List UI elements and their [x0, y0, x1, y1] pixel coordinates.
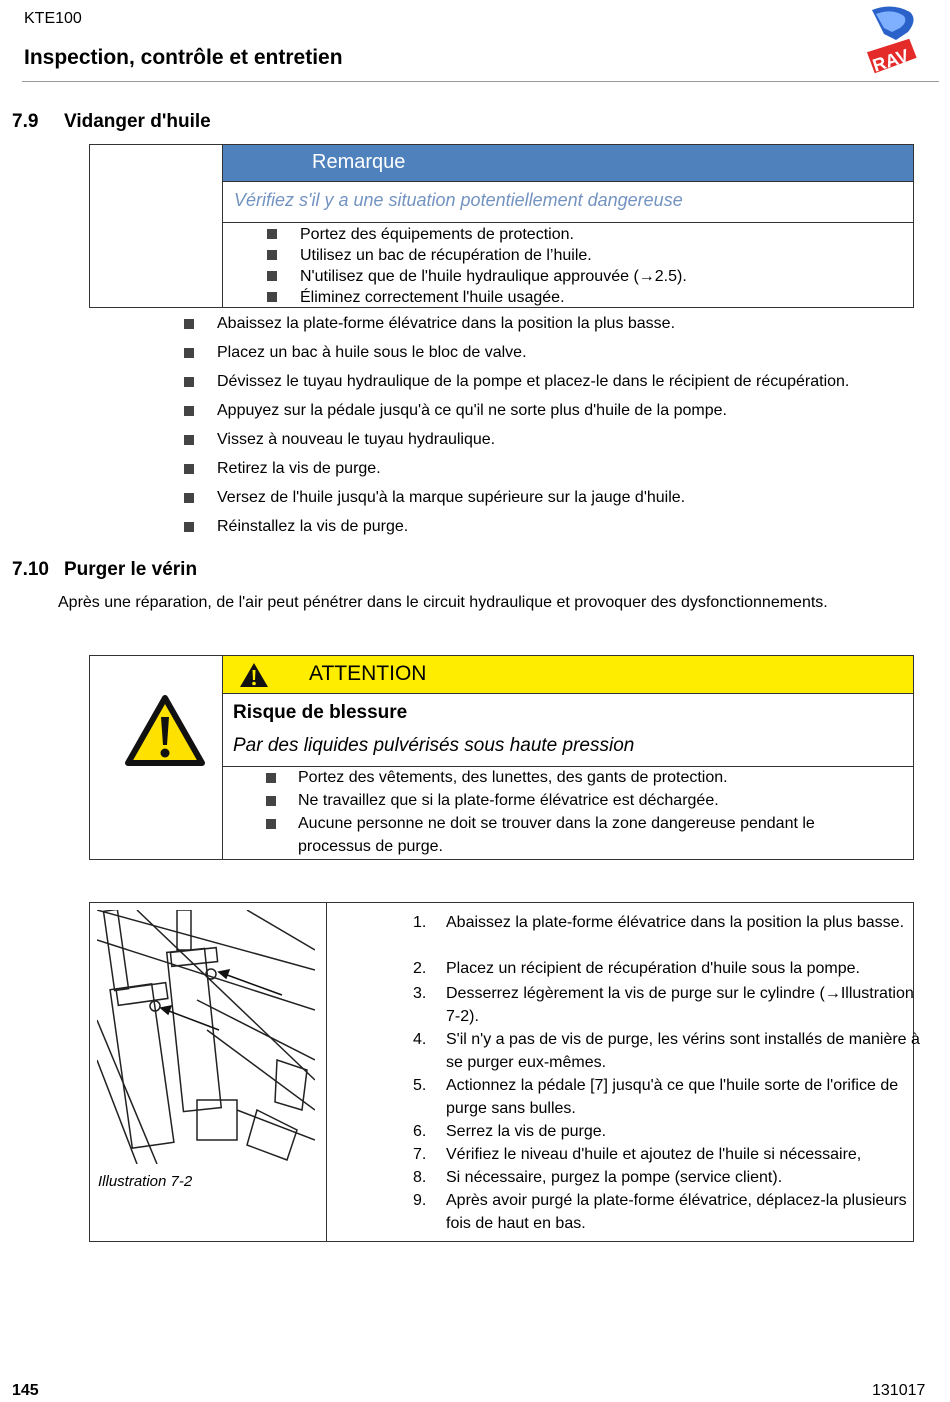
bullet-square-icon: [267, 250, 277, 260]
warning-divider: [223, 766, 913, 767]
warning-icon-cell: [89, 655, 223, 860]
bullet-square-icon: [266, 773, 276, 783]
list-item: 3. Desserrez légèrement la vis de purge sur le cylindre (→Illustration 7-2).: [413, 985, 914, 1025]
bullet-square-icon: [266, 819, 276, 829]
header-divider: [22, 81, 939, 82]
bullet-square-icon: [184, 493, 194, 503]
note-subheading: Vérifiez s'il y a une situation potentiellement dangereuse: [234, 190, 683, 210]
note-divider: [223, 222, 913, 223]
illustration-caption: Illustration 7-2: [98, 1173, 193, 1190]
section-title: Vidanger d'huile: [64, 111, 211, 132]
section-intro: Après une réparation, de l'air peut pénétrer dans le circuit hydraulique et provoquer des dysfonctionnements.: [58, 594, 828, 611]
list-item: 5. Actionnez la pédale [7] jusqu'à ce que l'huile sorte de l'orifice de purge sans bulles.: [413, 1077, 899, 1117]
note-icon-cell: [89, 144, 223, 308]
procedure-divider: [326, 902, 327, 1242]
cylinder-illustration: [97, 910, 315, 1164]
bullet-square-icon: [266, 796, 276, 806]
rav-logo: [862, 4, 918, 76]
section-title: Purger le vérin: [64, 559, 198, 580]
page-number: 145: [12, 1382, 39, 1399]
bullet-square-icon: [184, 319, 194, 329]
warning-heading-bar: [223, 656, 913, 694]
note-heading: Remarque: [312, 151, 406, 173]
bullet-square-icon: [184, 348, 194, 358]
warning-small-icon: [239, 662, 269, 688]
list-item: 7. Vérifiez le niveau d'huile et ajoutez de l'huile si nécessaire,: [413, 1146, 862, 1163]
svg-text:RAV: RAV: [870, 45, 912, 76]
list-item: 4. S'il n'y a pas de vis de purge, les vérins sont installés de manière à se purger eux-mêmes.: [413, 1031, 920, 1071]
bullet-square-icon: [184, 435, 194, 445]
list-item: 9. Après avoir purgé la plate-forme élévatrice, déplacez-la plusieurs fois de haut en bas.: [413, 1192, 907, 1232]
list-item: 8. Si nécessaire, purgez la pompe (service client).: [413, 1169, 783, 1186]
bullet-square-icon: [184, 406, 194, 416]
section-number: 7.9: [12, 111, 39, 132]
warning-heading: ATTENTION: [309, 662, 427, 685]
warning-risk: Risque de blessure: [233, 702, 408, 723]
chapter-title: Inspection, contrôle et entretien: [24, 46, 343, 69]
bullet-square-icon: [267, 292, 277, 302]
list-item: 2. Placez un récipient de récupération d'huile sous la pompe.: [413, 960, 860, 977]
warning-cause: Par des liquides pulvérisés sous haute pression: [233, 735, 635, 756]
note-heading-bar: [223, 145, 913, 182]
document-reference: 131017: [872, 1382, 926, 1399]
bullet-square-icon: [184, 464, 194, 474]
list-item: 1. Abaissez la plate-forme élévatrice dans la position la plus basse.: [413, 914, 905, 931]
warning-triangle-icon: [125, 695, 205, 767]
document-code: KTE100: [24, 10, 82, 27]
bullet-square-icon: [184, 377, 194, 387]
bullet-square-icon: [267, 271, 277, 281]
list-item: 6. Serrez la vis de purge.: [413, 1123, 607, 1140]
bullet-square-icon: [267, 229, 277, 239]
section-number: 7.10: [12, 559, 49, 580]
bullet-square-icon: [184, 522, 194, 532]
